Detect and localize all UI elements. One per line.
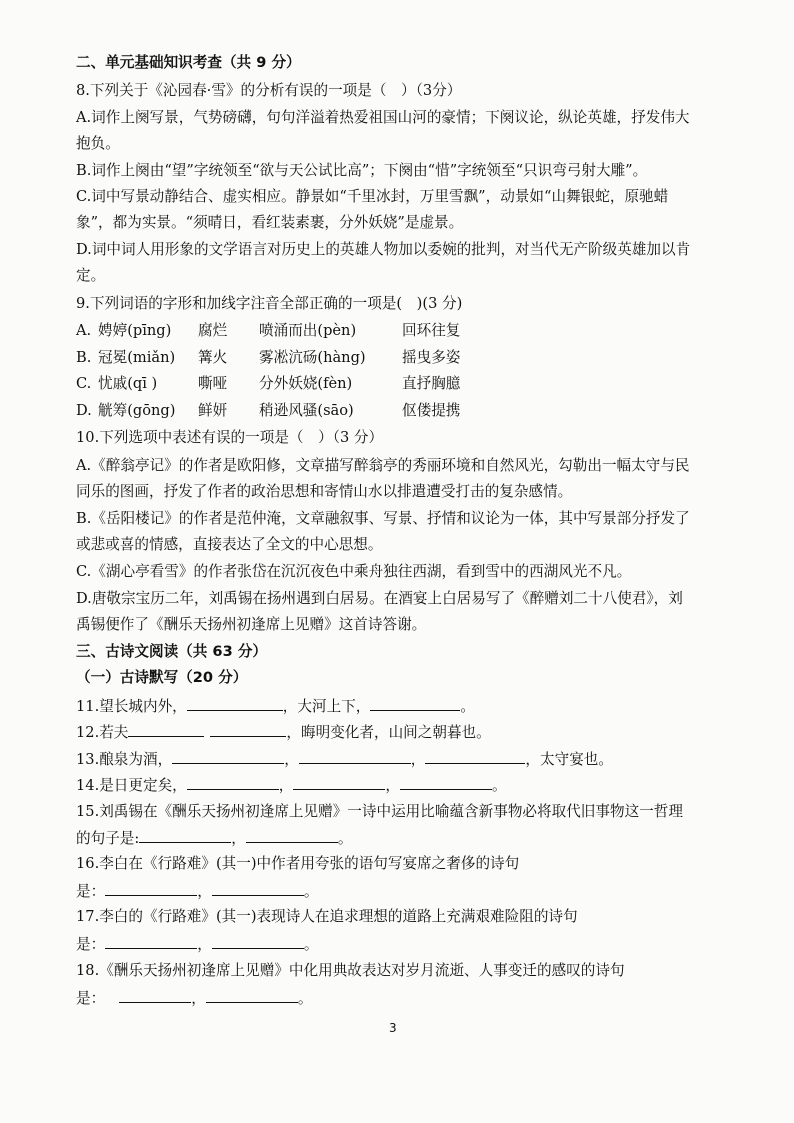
q13 [76,749,613,770]
q13-text-1: 13.酿泉为酒， [76,751,173,768]
q9-row-d-label: D. [76,402,92,419]
q15-text-1: 的句子是: [76,830,140,847]
q17-blank-2[interactable] [212,934,304,949]
q8-option-d-line1: D.词中词人用形象的文学语言对历史上的英雄人物加以委婉的批判，对当代无产阶级英雄加以肯 [76,241,691,258]
q13-blank-1[interactable] [172,749,284,764]
q16-text-2: ， [197,883,212,900]
q12-text-2: ，晦明变化者，山间之朝暮也。 [286,724,491,741]
q8-option-c-line2: 象”，都为实景。“须晴日，看红装素裹，分外妖娆”是虚景。 [76,214,464,231]
q14-text-2: ， [278,777,294,794]
q15-line2 [76,828,353,849]
q14-text-1: 14.是日更定矣， [76,777,187,794]
q10-option-a-line2: 同乐的图画，抒发了作者的政治思想和寄情山水以排遣遭受打击的复杂感情。 [76,483,573,500]
q18-text-3: 。 [297,990,313,1007]
q10-option-d-line1: D.唐敬宗宝历二年，刘禹锡在扬州遇到白居易。在酒宴上白居易写了《醉赠刘二十八使君》，刘 [76,590,683,607]
q13-blank-3[interactable] [425,749,525,764]
q17-text-3: 。 [303,936,319,953]
q9-row-c-word4: 直抒胸臆 [402,375,461,392]
q14-blank-1[interactable] [187,775,279,790]
q18-text-1: 是： [76,990,106,1007]
q17-text-1: 是： [76,936,106,953]
q13-blank-2[interactable] [299,749,411,764]
q15-blank-2[interactable] [246,828,338,843]
q8-stem: 8.下列关于《沁园春·雪》的分析有误的一项是（ ）（3分） [76,82,462,99]
q11-blank-2[interactable] [370,696,460,711]
q17-line2 [76,934,318,955]
q8-option-a-line1: A.词作上阕写景，气势磅礴，句句洋溢着热爱祖国山河的豪情；下阕议论，纵论英雄，抒发伟大 [76,109,690,126]
q9-row-b-word2: 篝火 [198,349,228,366]
q11 [76,696,475,717]
q15-text-3: 。 [337,830,353,847]
q8-option-a-line2: 抱负。 [76,135,120,152]
q9-row-d-word1: 觥筹(gōng) [98,402,176,419]
q17-text-2: ， [197,936,212,953]
q14-blank-3[interactable] [400,775,492,790]
q16-line2 [76,881,318,902]
q9-row-a-word1: 娉婷(pīng) [98,322,172,339]
q10-stem: 10.下列选项中表述有误的一项是（ ）（3 分） [76,429,384,446]
q9-row-a-word4: 回环往复 [402,322,461,339]
q18-text-2: ， [191,990,206,1007]
q9-row-b-label: B. [76,349,92,366]
q18-line2 [76,988,312,1009]
q11-text-1: 11.望长城内外， [76,698,187,715]
q12-text-1: 12.若夫 [76,724,129,741]
q11-text-2: ，大河上下， [282,698,371,715]
q9-row-d-word3: 稍逊风骚(sāo) [259,402,354,419]
q17-line1: 17.李白的《行路难》(其一)表现诗人在追求理想的道路上充满艰难险阻的诗句 [76,908,578,925]
q9-row-c-label: C. [76,375,92,392]
q14 [76,775,507,796]
q17-blank-1[interactable] [105,934,197,949]
q9-row-c-word3: 分外妖娆(fèn) [259,375,353,392]
q11-blank-1[interactable] [187,696,283,711]
q16-blank-1[interactable] [105,881,197,896]
q18-blank-1[interactable] [119,988,191,1003]
q16-text-3: 。 [303,883,319,900]
q14-text-3: ， [385,777,400,794]
section-3-title: 三、古诗文阅读（共 63 分） [76,643,268,660]
q9-row-b-word4: 摇曳多姿 [402,349,461,366]
q15-blank-1[interactable] [139,828,231,843]
q10-option-b-line1: B.《岳阳楼记》的作者是范仲淹，文章融叙事、写景、抒情和议论为一体，其中写景部分抒发了 [76,510,690,527]
q9-row-a-label: A. [76,322,92,339]
q14-text-4: 。 [492,777,507,794]
section-2-title: 二、单元基础知识考查（共 9 分） [76,54,301,71]
q18-line1: 18.《酬乐天扬州初逢席上见赠》中化用典故表达对岁月流逝、人事变迁的感叹的诗句 [76,962,625,979]
q9-stem: 9.下列词语的字形和加线字注音全部正确的一项是( )(3 分) [76,295,463,312]
q9-row-b-word3: 雾凇沆砀(hàng) [259,349,366,366]
q18-blank-2[interactable] [206,988,298,1003]
q9-row-a-word2: 腐烂 [198,322,228,339]
q9-row-c-word2: 嘶哑 [198,375,228,392]
q15-line1: 15.刘禹锡在《酬乐天扬州初逢席上见赠》一诗中运用比喻蕴含新事物必将取代旧事物这一哲理 [76,803,683,820]
q9-row-c-word1: 忧戚(qī ) [98,375,158,392]
q8-option-c-line1: C.词中写景动静结合、虚实相应。静景如“千里冰封，万里雪飘”，动景如“山舞银蛇，原驰蜡 [76,188,669,205]
section-3-sub1-title: （一）古诗默写（20 分） [76,669,248,686]
q16-line1: 16.李白在《行路难》(其一)中作者用夸张的语句写宴席之奢侈的诗句 [76,855,520,872]
q13-text-3: ， [410,751,426,768]
page-number: 3 [389,1021,397,1035]
q8-option-b: B.词作上阕由“望”字统领至“欲与天公试比高”；下阕由“惜”字统领至“只识弯弓射大雕”。 [76,162,648,179]
q12-blank-1[interactable] [128,722,204,737]
q10-option-a-line1: A.《醉翁亭记》的作者是欧阳修，文章描写醉翁亭的秀丽环境和自然风光，勾勒出一幅太守与民 [76,457,690,474]
q10-option-d-line2: 禹锡便作了《酬乐天扬州初逢席上见赠》这首诗答谢。 [76,616,427,633]
q12-blank-2[interactable] [210,722,286,737]
q9-row-d-word2: 鲜妍 [198,402,228,419]
q13-text-4: ，太守宴也。 [525,751,613,768]
q14-blank-2[interactable] [293,775,385,790]
q8-option-d-line2: 定。 [76,267,106,284]
q16-text-1: 是： [76,883,106,900]
q9-row-a-word3: 喷涌而出(pèn) [259,322,357,339]
q11-text-3: 。 [460,698,475,715]
q16-blank-2[interactable] [212,881,304,896]
q9-row-b-word1: 冠冕(miǎn) [98,349,176,366]
q15-text-2: ， [231,830,246,847]
q9-row-d-word4: 伛偻提携 [402,402,461,419]
q10-option-c: C.《湖心亭看雪》的作者张岱在沉沉夜色中乘舟独往西湖，看到雪中的西湖风光不凡。 [76,563,632,580]
q12 [76,722,491,743]
q13-text-2: ， [284,751,299,768]
q10-option-b-line2: 或悲或喜的情感，直接表达了全文的中心思想。 [76,536,383,553]
